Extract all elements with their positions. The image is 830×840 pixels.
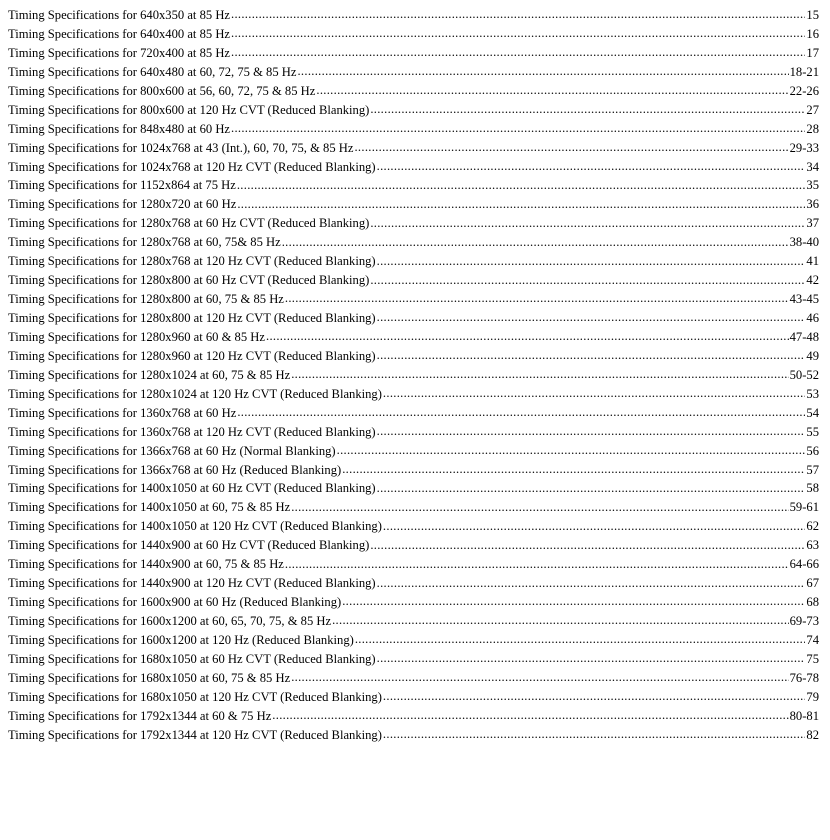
toc-entry[interactable] (8, 404, 819, 423)
toc-entry-page-number[interactable]: 34 (806, 159, 819, 174)
toc-entry-title[interactable]: Timing Specifications for 800x600 at 56, 60, 72, 75 & 85 Hz (8, 83, 316, 98)
toc-entry-page-number[interactable]: 50-52 (789, 367, 819, 382)
toc-entry-title[interactable]: Timing Specifications for 1280x800 at 60 Hz CVT (Reduced Blanking) (8, 273, 370, 288)
toc-entry-title[interactable]: Timing Specifications for 1680x1050 at 120 Hz CVT (Reduced Blanking) (8, 689, 382, 704)
toc-entry-page-number[interactable]: 62 (806, 519, 819, 534)
toc-entry-title[interactable]: Timing Specifications for 1792x1344 at 60 & 75 Hz (8, 708, 272, 723)
toc-entry[interactable] (8, 271, 819, 290)
toc-entry-page-number[interactable]: 63 (806, 538, 819, 553)
dot-leader (337, 442, 806, 455)
toc-entry-page-number[interactable]: 37 (806, 216, 819, 231)
toc-entry[interactable] (8, 120, 819, 139)
toc-entry-page-number[interactable]: 43-45 (789, 292, 819, 307)
toc-entry[interactable] (8, 461, 819, 480)
toc-entry-page-number[interactable]: 42 (806, 273, 819, 288)
toc-entry[interactable] (8, 688, 819, 707)
dot-leader (377, 423, 806, 436)
toc-entry[interactable] (8, 612, 819, 631)
dot-leader (297, 63, 788, 76)
toc-entry-page-number[interactable]: 82 (806, 727, 819, 742)
toc-entry-page-number[interactable]: 54 (806, 405, 819, 420)
toc-entry-title[interactable]: Timing Specifications for 1366x768 at 60 Hz (Normal Blanking) (8, 443, 336, 458)
toc-entry-title[interactable]: Timing Specifications for 1440x900 at 60 Hz CVT (Reduced Blanking) (8, 538, 370, 553)
dot-leader (370, 537, 805, 550)
toc-entry-page-number[interactable]: 80-81 (789, 708, 819, 723)
toc-entry[interactable] (8, 366, 819, 385)
toc-entry-title[interactable]: Timing Specifications for 640x400 at 85 Hz (8, 26, 231, 41)
dot-leader (231, 120, 805, 133)
dot-leader (231, 25, 805, 38)
toc-entry[interactable] (8, 423, 819, 442)
dot-leader (291, 499, 788, 512)
toc-entry-title[interactable]: Timing Specifications for 640x350 at 85 Hz (8, 8, 231, 22)
toc-entry-page-number[interactable]: 58 (806, 481, 819, 496)
toc-entry-page-number[interactable]: 59-61 (789, 500, 819, 515)
toc-entry-title[interactable]: Timing Specifications for 1280x768 at 60, 75& 85 Hz (8, 235, 281, 250)
toc-entry-page-number[interactable]: 16 (806, 26, 819, 41)
dot-leader (342, 461, 805, 474)
dot-leader (383, 726, 805, 739)
toc-entry-page-number[interactable]: 55 (806, 424, 819, 439)
toc-entry-title[interactable]: Timing Specifications for 720x400 at 85 Hz (8, 45, 231, 60)
toc-entry[interactable] (8, 233, 819, 252)
dot-leader (354, 139, 788, 152)
dot-leader (231, 44, 805, 57)
toc-entry-page-number[interactable]: 17 (806, 45, 819, 60)
toc-entry[interactable] (8, 707, 819, 726)
toc-entry[interactable] (8, 63, 819, 82)
toc-entry-page-number[interactable]: 15 (806, 8, 819, 22)
toc-entry-title[interactable]: Timing Specifications for 1280x720 at 60 Hz (8, 197, 237, 212)
dot-leader (377, 650, 806, 663)
toc-entry-title[interactable]: Timing Specifications for 1024x768 at 120 Hz CVT (Reduced Blanking) (8, 159, 376, 174)
toc-entry[interactable] (8, 101, 819, 120)
toc-entry-title[interactable]: Timing Specifications for 1360x768 at 120 Hz CVT (Reduced Blanking) (8, 424, 376, 439)
toc-entry-title[interactable]: Timing Specifications for 1792x1344 at 120 Hz CVT (Reduced Blanking) (8, 727, 382, 742)
toc-entry-title[interactable]: Timing Specifications for 1152x864 at 75 Hz (8, 178, 236, 193)
dot-leader (285, 556, 789, 569)
dot-leader (377, 158, 806, 171)
dot-leader (377, 480, 806, 493)
toc-entry-page-number[interactable]: 75 (806, 651, 819, 666)
toc-entry-title[interactable]: Timing Specifications for 1600x900 at 60 Hz (Reduced Blanking) (8, 595, 342, 610)
toc-entry-page-number[interactable]: 46 (806, 311, 819, 325)
toc-entry[interactable] (8, 139, 819, 158)
dot-leader (370, 272, 805, 285)
toc-entry-page-number[interactable]: 47-48 (789, 329, 819, 344)
toc-entry-page-number[interactable]: 22-26 (789, 83, 819, 98)
dot-leader (383, 688, 805, 701)
toc-entry-title[interactable]: Timing Specifications for 1280x768 at 120 Hz CVT (Reduced Blanking) (8, 254, 376, 269)
dot-leader (237, 177, 806, 190)
toc-entry[interactable] (8, 195, 819, 214)
toc-entry-page-number[interactable]: 36 (806, 197, 819, 212)
dot-leader (377, 575, 806, 588)
toc-entry-title[interactable]: Timing Specifications for 1440x900 at 60, 75 & 85 Hz (8, 557, 284, 572)
toc-entry[interactable] (8, 25, 819, 44)
table-of-contents (8, 6, 819, 745)
toc-entry-page-number[interactable]: 53 (806, 386, 819, 401)
dot-leader (383, 518, 805, 531)
dot-leader (342, 593, 805, 606)
dot-leader (237, 196, 805, 209)
toc-entry-page-number[interactable]: 64-66 (789, 557, 819, 572)
dot-leader (377, 253, 806, 266)
toc-entry-title[interactable]: Timing Specifications for 1280x1024 at 120 Hz CVT (Reduced Blanking) (8, 386, 382, 401)
toc-entry-page-number[interactable]: 69-73 (789, 614, 819, 628)
toc-entry-title[interactable]: Timing Specifications for 1366x768 at 60 Hz (Reduced Blanking) (8, 462, 342, 477)
dot-leader (291, 669, 788, 682)
dot-leader (237, 404, 805, 417)
toc-entry-page-number[interactable]: 41 (806, 254, 819, 269)
toc-entry[interactable] (8, 44, 819, 63)
toc-entry[interactable] (8, 328, 819, 347)
toc-entry-title[interactable]: Timing Specifications for 1680x1050 at 60 Hz CVT (Reduced Blanking) (8, 651, 376, 666)
dot-leader (370, 101, 805, 114)
toc-entry-title[interactable]: Timing Specifications for 848x480 at 60 Hz (8, 121, 231, 136)
dot-leader (332, 612, 789, 625)
toc-entry-title[interactable]: Timing Specifications for 1440x900 at 120 Hz CVT (Reduced Blanking) (8, 576, 376, 591)
toc-entry[interactable] (8, 214, 819, 233)
dot-leader (355, 631, 806, 644)
toc-entry[interactable] (8, 6, 819, 25)
toc-entry[interactable] (8, 593, 819, 612)
toc-entry[interactable] (8, 631, 819, 650)
toc-entry[interactable] (8, 442, 819, 461)
toc-entry-page-number[interactable]: 27 (806, 102, 819, 117)
toc-entry-page-number[interactable]: 79 (806, 689, 819, 704)
toc-entry-title[interactable]: Timing Specifications for 1400x1050 at 60, 75 & 85 Hz (8, 500, 291, 515)
dot-leader (272, 707, 788, 720)
toc-entry-page-number[interactable]: 57 (806, 462, 819, 477)
toc-entry[interactable] (8, 536, 819, 555)
toc-entry-title[interactable]: Timing Specifications for 1280x960 at 120 Hz CVT (Reduced Blanking) (8, 348, 376, 363)
dot-leader (266, 328, 789, 341)
toc-entry[interactable] (8, 252, 819, 271)
toc-entry[interactable] (8, 82, 819, 101)
toc-entry-page-number[interactable]: 68 (806, 595, 819, 610)
dot-leader (291, 366, 788, 379)
toc-entry-title[interactable]: Timing Specifications for 1400x1050 at 60 Hz CVT (Reduced Blanking) (8, 481, 376, 496)
toc-entry-title[interactable]: Timing Specifications for 800x600 at 120 Hz CVT (Reduced Blanking) (8, 102, 370, 117)
toc-entry-title[interactable]: Timing Specifications for 1024x768 at 43 (Int.), 60, 70, 75, & 85 Hz (8, 140, 354, 155)
toc-entry-title[interactable]: Timing Specifications for 1600x1200 at 120 Hz (Reduced Blanking) (8, 632, 354, 647)
toc-entry-title[interactable]: Timing Specifications for 1280x768 at 60 Hz CVT (Reduced Blanking) (8, 216, 370, 231)
toc-entry[interactable] (8, 309, 819, 328)
toc-entry-title[interactable]: Timing Specifications for 1600x1200 at 60, 65, 70, 75, & 85 Hz (8, 614, 332, 628)
toc-entry[interactable] (8, 479, 819, 498)
toc-entry[interactable] (8, 669, 819, 688)
toc-entry-page-number[interactable]: 67 (806, 576, 819, 591)
toc-entry-page-number[interactable]: 28 (806, 121, 819, 136)
dot-leader (377, 347, 806, 360)
dot-leader (377, 309, 806, 322)
dot-leader (370, 215, 805, 228)
toc-entry-title[interactable]: Timing Specifications for 1360x768 at 60 Hz (8, 405, 237, 420)
toc-entry[interactable] (8, 385, 819, 404)
toc-entry-title[interactable]: Timing Specifications for 1280x1024 at 60, 75 & 85 Hz (8, 367, 291, 382)
toc-entry-title[interactable]: Timing Specifications for 1280x960 at 60 & 85 Hz (8, 329, 265, 344)
toc-entry[interactable] (8, 517, 819, 536)
toc-entry-page-number[interactable]: 74 (806, 632, 819, 647)
toc-entry-page-number[interactable]: 49 (806, 348, 819, 363)
toc-entry-title[interactable]: Timing Specifications for 640x480 at 60, 72, 75 & 85 Hz (8, 64, 297, 79)
toc-entry[interactable] (8, 555, 819, 574)
toc-entry-page-number[interactable]: 76-78 (789, 670, 819, 685)
toc-entry[interactable] (8, 176, 819, 195)
toc-entry[interactable] (8, 650, 819, 669)
toc-entry[interactable] (8, 158, 819, 177)
toc-entry-title[interactable]: Timing Specifications for 1280x800 at 60, 75 & 85 Hz (8, 292, 284, 307)
toc-entry-title[interactable]: Timing Specifications for 1680x1050 at 60, 75 & 85 Hz (8, 670, 291, 685)
toc-entry-page-number[interactable]: 56 (806, 443, 819, 458)
toc-entry[interactable] (8, 290, 819, 309)
toc-entry-title[interactable]: Timing Specifications for 1280x800 at 120 Hz CVT (Reduced Blanking) (8, 311, 376, 325)
toc-entry[interactable] (8, 574, 819, 593)
toc-entry[interactable] (8, 726, 819, 745)
dot-leader (282, 234, 789, 247)
toc-entry-page-number[interactable]: 38-40 (789, 235, 819, 250)
dot-leader (383, 385, 805, 398)
toc-entry-title[interactable]: Timing Specifications for 1400x1050 at 120 Hz CVT (Reduced Blanking) (8, 519, 382, 534)
toc-entry[interactable] (8, 498, 819, 517)
toc-entry[interactable] (8, 347, 819, 366)
toc-entry-page-number[interactable]: 29-33 (789, 140, 819, 155)
toc-entry-page-number[interactable]: 35 (806, 178, 819, 193)
dot-leader (316, 82, 788, 95)
dot-leader (231, 6, 805, 19)
dot-leader (285, 290, 789, 303)
toc-entry-page-number[interactable]: 18-21 (789, 64, 819, 79)
